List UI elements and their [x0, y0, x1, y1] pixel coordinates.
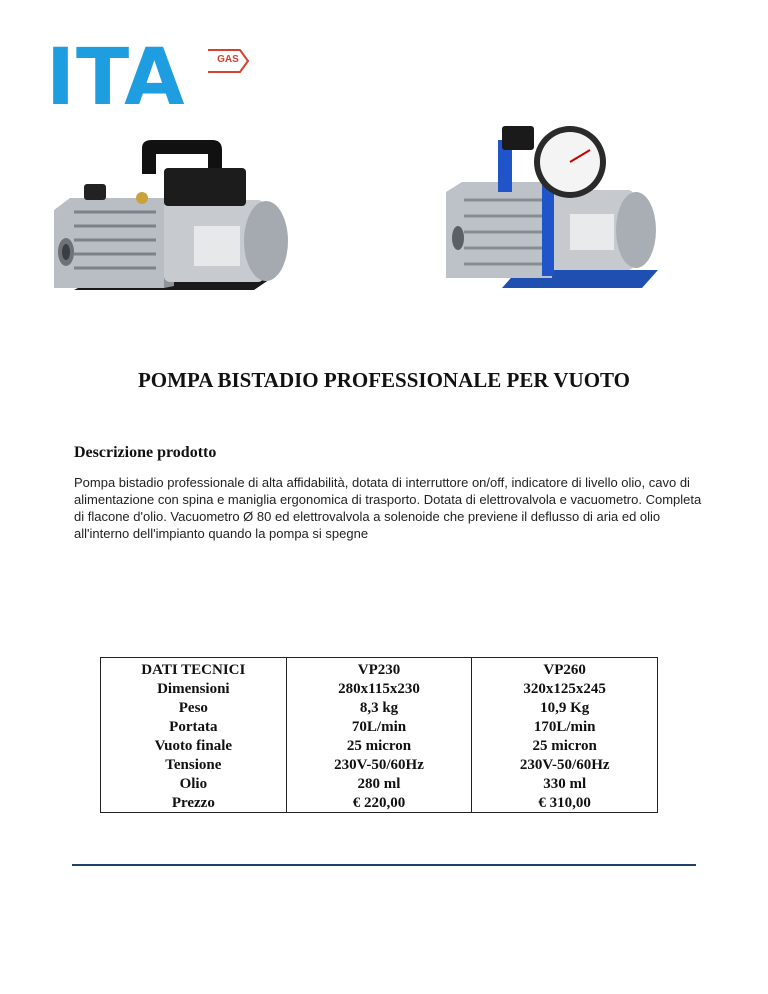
vp260-dimensions: 320x125x245 [523, 681, 606, 697]
vp230-weight: 8,3 kg [359, 700, 399, 716]
spec-label-vacuum: Vuoto finale [154, 738, 233, 754]
vp260-pump-photo [442, 120, 668, 300]
vp260-model: VP260 [543, 662, 586, 678]
vp260-price: € 310,00 [538, 795, 591, 811]
specs-header-label: DATI TECNICI [141, 662, 246, 678]
gas-badge-text: GAS [217, 54, 239, 65]
specs-table [100, 657, 658, 813]
spec-label-oil: Olio [179, 776, 208, 792]
specs-vp260-column [472, 658, 657, 812]
vacuum-pump-icon [44, 140, 300, 310]
specs-labels-column [101, 658, 287, 812]
spec-label-flow: Portata [169, 719, 218, 735]
vp230-oil: 280 ml [357, 776, 401, 792]
footer-divider [72, 864, 696, 866]
vp260-vacuum: 25 micron [532, 738, 597, 754]
spec-label-price: Prezzo [171, 795, 215, 811]
spec-label-dimensions: Dimensioni [157, 681, 230, 697]
vp230-flow: 70L/min [351, 719, 407, 735]
section-heading: Descrizione prodotto [74, 444, 217, 461]
logo-text: ITA [46, 33, 186, 123]
vp230-dimensions: 280x115x230 [338, 681, 420, 697]
spec-label-voltage: Tensione [165, 757, 222, 773]
vp230-voltage: 230V-50/60Hz [334, 757, 424, 773]
vp260-weight: 10,9 Kg [540, 700, 590, 716]
vp230-vacuum: 25 micron [346, 738, 412, 754]
vp230-model: VP230 [357, 662, 401, 678]
vp230-pump-photo [44, 140, 300, 310]
product-description: Pompa bistadio professionale di alta affidabilità, dotata di interruttore on/off, indicatore di livello olio, cavo di alimentazione con spina e maniglia ergonomica di trasporto. Dotata di elettrovalvola e vacuometro. Completa di flacone d'olio. Vacuometro Ø 80 ed elettrovalvola a solenoide che previene il deflusso di aria ed olio all'interno dell'impianto quando la pompa si spegne [74, 475, 702, 541]
vp230-price: € 220,00 [352, 795, 406, 811]
gas-badge [206, 44, 250, 78]
spec-label-weight: Peso [178, 700, 208, 716]
ita-gas-logo [46, 33, 260, 123]
vp260-flow: 170L/min [533, 719, 596, 735]
vacuum-pump-gauge-icon [442, 120, 668, 300]
specs-vp230-column [287, 658, 473, 812]
vp260-oil: 330 ml [543, 776, 587, 792]
page-title: POMPA BISTADIO PROFESSIONALE PER VUOTO [137, 368, 631, 392]
vp260-voltage: 230V-50/60Hz [519, 757, 610, 773]
